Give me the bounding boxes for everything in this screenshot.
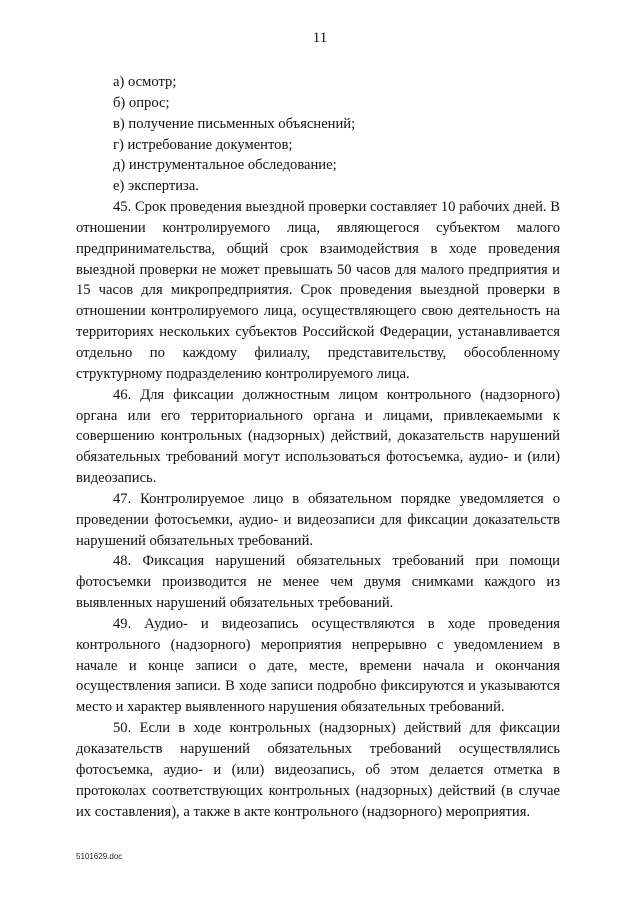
paragraph-46: 46. Для фиксации должностным лицом контрольного (надзорного) органа или его территориального органа и лицами, привлекаемыми к совершению контрольных (надзорных) действий, доказательств нарушений обязательных требований могут использоваться фотосъемка, аудио- и (или) видеозапись. [76, 386, 560, 487]
paragraph-45: 45. Срок проведения выездной проверки составляет 10 рабочих дней. В отношении контролируемого лица, являющегося субъектом малого предпринимательства, общий срок взаимодействия в ходе проведения выездной проверки не может превышать 50 часов для малого предприятия и 15 часов для микропредприятия. Срок проведения выездной проверки в отношении контролируемого лица, осуществляющего свою деятельность на территориях нескольких субъектов Российской Федерации, устанавливается отдельно по каждому филиалу, представительству, обособленному структурному подразделению контролируемого лица. [76, 199, 560, 382]
list-item-a: а) осмотр; [113, 74, 177, 90]
list-item-f: е) экспертиза. [113, 178, 199, 195]
list-item-e: д) инструментальное обследование; [113, 157, 337, 174]
page-number: 11 [312, 30, 328, 46]
list-item-b: б) опрос; [113, 94, 170, 111]
footer-filename: 5101629.doc [76, 852, 123, 861]
paragraph-48: 48. Фиксация нарушений обязательных требований при помощи фотосъемки производится не менее чем двумя снимками каждого из выявленных нарушений обязательных требований. [76, 553, 560, 612]
list-item-d: г) истребование документов; [113, 136, 293, 153]
paragraph-49: 49. Аудио- и видеозапись осуществляются в ходе проведения контрольного (надзорного) мероприятия непрерывно с уведомлением в начале и конце записи о дате, месте, времени начала и окончания осуществления записи. В ходе записи подробно фиксируются и указываются место и характер выявленного нарушения обязательных требований. [76, 615, 560, 716]
paragraph-47: 47. Контролируемое лицо в обязательном порядке уведомляется о проведении фотосъемки, аудио- и видеозаписи для фиксации доказательств нарушений обязательных требований. [76, 490, 560, 549]
list-item-c: в) получение письменных объяснений; [113, 115, 356, 132]
document-body [76, 72, 560, 822]
paragraph-50: 50. Если в ходе контрольных (надзорных) действий для фиксации доказательств нарушений обязательных требований осуществлялись фотосъемка, аудио- и (или) видеозапись, об этом делается отметка в протоколах соответствующих контрольных (надзорных) действий (в случае их составления), а также в акте контрольного (надзорного) мероприятия. [76, 720, 560, 820]
